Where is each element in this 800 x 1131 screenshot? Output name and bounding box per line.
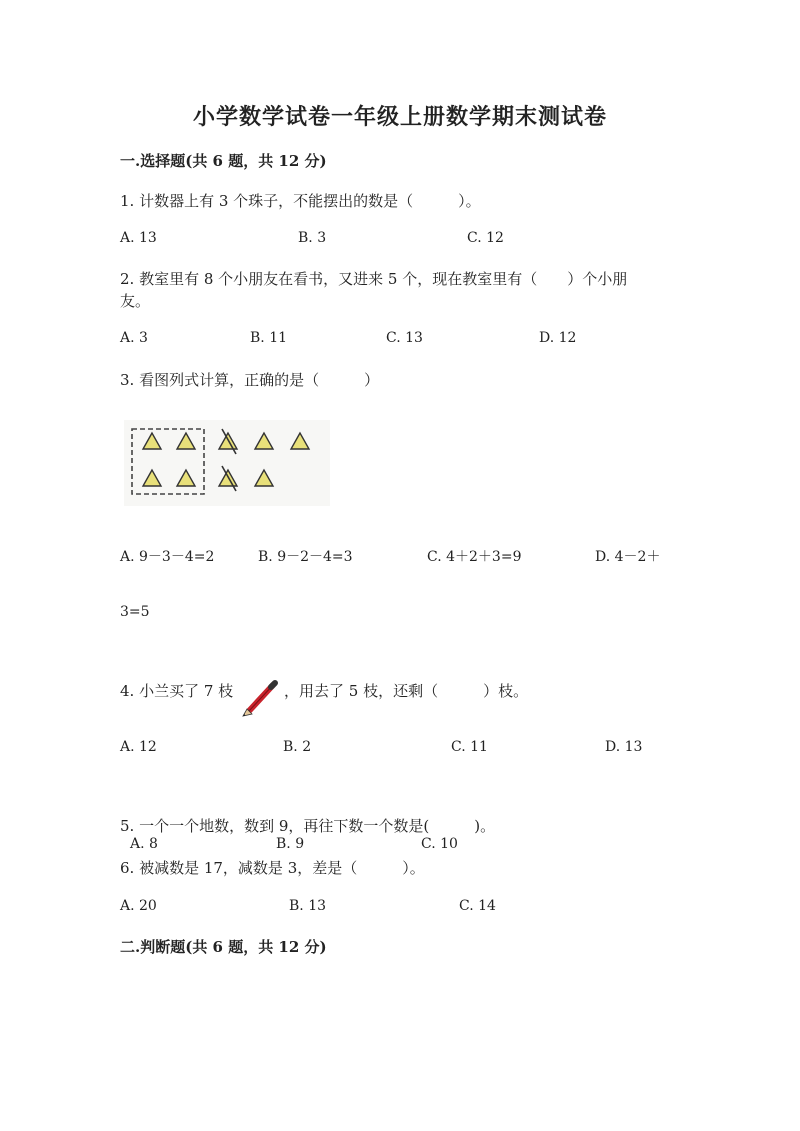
q3-option-d-wrap: 3=5 [120,604,150,620]
q3-option-c: C. 4＋2＋3=9 [427,549,522,565]
q3-option-a: A. 9－3－4=2 [120,549,215,565]
question-4-part2: ，用去了 5 枝，还剩（ ）枝。 [284,682,529,700]
q4-option-a: A. 12 [120,739,157,755]
pencil-icon [240,680,280,718]
question-3: 3. 看图列式计算，正确的是（ ） [120,371,380,389]
q1-option-a: A. 13 [120,230,157,246]
q5-option-b: B. 9 [276,836,305,852]
section-heading-choice: 一.选择题(共 6 题，共 12 分) [120,152,327,170]
section-heading-judgment: 二.判断题(共 6 题，共 12 分) [120,938,327,956]
question-2-line2: 友。 [120,292,151,310]
question-2-line1: 2. 教室里有 8 个小朋友在看书，又进来 5 个，现在教室里有（ ）个小朋 [120,270,628,288]
question-6: 6. 被减数是 17，减数是 3，差是（ ）。 [120,859,425,877]
q6-option-b: B. 13 [289,898,327,914]
triangle-figure [124,420,330,506]
q6-option-c: C. 14 [459,898,496,914]
q2-option-d: D. 12 [539,330,577,346]
q2-option-c: C. 13 [386,330,423,346]
question-5: 5. 一个一个地数，数到 9，再往下数一个数是( )。 [120,817,496,835]
q3-option-d: D. 4－2＋ [595,549,661,565]
q2-option-b: B. 11 [250,330,288,346]
q5-option-c: C. 10 [421,836,458,852]
q5-option-a: A. 8 [130,836,158,852]
q3-option-b: B. 9－2－4=3 [258,549,353,565]
q2-option-a: A. 3 [120,330,148,346]
q4-option-c: C. 11 [451,739,488,755]
question-4-part1: 4. 小兰买了 7 枝 [120,682,234,700]
q1-option-c: C. 12 [467,230,504,246]
q4-option-b: B. 2 [283,739,312,755]
q1-option-b: B. 3 [298,230,327,246]
page-title: 小学数学试卷一年级上册数学期末测试卷 [192,104,607,130]
q4-option-d: D. 13 [605,739,643,755]
question-1: 1. 计数器上有 3 个珠子，不能摆出的数是（ ）。 [120,192,481,210]
q6-option-a: A. 20 [120,898,157,914]
